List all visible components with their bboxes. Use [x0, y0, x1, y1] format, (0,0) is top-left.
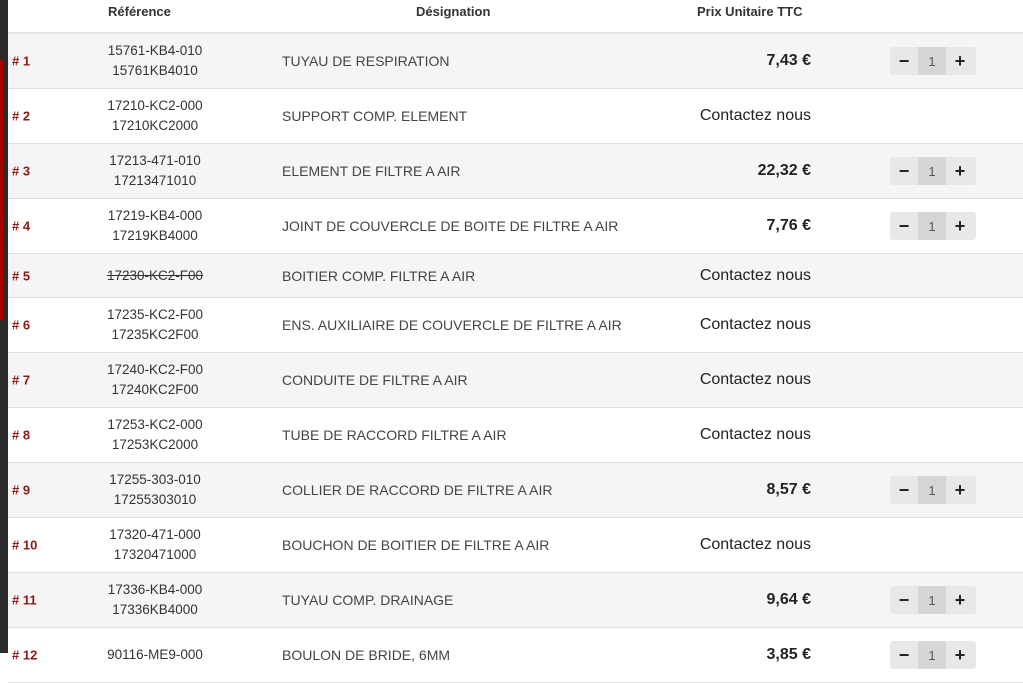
unit-price: 22,32 €: [757, 162, 811, 179]
quantity-value[interactable]: 1: [918, 641, 946, 669]
minus-icon[interactable]: −: [898, 644, 910, 665]
quantity-stepper: [890, 641, 976, 669]
row-designation: TUYAU DE RESPIRATION: [282, 53, 450, 69]
row-number: # 2: [12, 108, 31, 124]
reference-code: 17213-471-010: [109, 153, 201, 168]
contact-us-text: Contactez nous: [699, 371, 811, 388]
unit-price: 7,76 €: [766, 217, 811, 234]
unit-price: 9,64 €: [766, 591, 811, 608]
window-edge: [0, 0, 8, 653]
reference-code: 17210-KC2-000: [107, 98, 203, 113]
row-designation: CONDUITE DE FILTRE A AIR: [282, 372, 468, 388]
row-reference: [100, 266, 210, 286]
quantity-stepper: [890, 47, 976, 75]
plus-icon[interactable]: +: [954, 644, 966, 665]
reference-code-compact: 17255303010: [113, 492, 197, 507]
unit-price: 3,85 €: [766, 646, 811, 663]
parts-table: [8, 34, 1023, 683]
row-reference: [100, 305, 210, 345]
contact-us-text: Contactez nous: [699, 266, 811, 284]
reference-code: 17336-KB4-000: [107, 582, 203, 597]
contact-us-text: Contactez nous: [699, 107, 811, 124]
unit-price: 7,43 €: [766, 52, 811, 69]
table-row: [8, 573, 1023, 628]
plus-icon[interactable]: +: [954, 589, 966, 610]
table-row: [8, 463, 1023, 518]
plus-icon[interactable]: +: [954, 50, 966, 71]
header-designation: Désignation: [416, 4, 491, 19]
minus-icon[interactable]: −: [898, 589, 910, 610]
row-number: # 12: [12, 647, 38, 663]
row-reference: [100, 96, 210, 136]
row-reference: [100, 151, 210, 191]
quantity-stepper: [890, 476, 976, 504]
row-number: # 3: [12, 163, 31, 179]
row-number: # 8: [12, 427, 31, 443]
row-designation: ENS. AUXILIAIRE DE COUVERCLE DE FILTRE A AIR: [282, 317, 622, 333]
reference-code: 17235-KC2-F00: [106, 307, 204, 322]
row-number: # 10: [12, 537, 38, 553]
reference-code-compact: 17219KB4000: [112, 228, 198, 243]
row-number: # 1: [12, 53, 31, 69]
quantity-value[interactable]: 1: [918, 212, 946, 240]
minus-icon[interactable]: −: [898, 50, 910, 71]
table-row: [8, 408, 1023, 463]
row-designation: JOINT DE COUVERCLE DE BOITE DE FILTRE A AIR: [282, 218, 619, 234]
quantity-value[interactable]: 1: [918, 586, 946, 614]
row-number: # 7: [12, 372, 31, 388]
row-designation: COLLIER DE RACCORD DE FILTRE A AIR: [282, 482, 553, 498]
reference-code-compact: 17235KC2F00: [111, 327, 199, 342]
table-row: [8, 518, 1023, 573]
reference-code-compact: 17240KC2F00: [111, 382, 199, 397]
window-edge-accent: [0, 60, 3, 320]
reference-code: 15761-KB4-010: [107, 43, 203, 58]
row-reference: [100, 525, 210, 565]
row-number: # 9: [12, 482, 31, 498]
reference-code-compact: 17213471010: [113, 173, 197, 188]
table-row: [8, 353, 1023, 408]
row-number: # 11: [12, 592, 37, 608]
table-row: [8, 199, 1023, 254]
reference-code-compact: 15761KB4010: [112, 63, 198, 78]
row-designation: ELEMENT DE FILTRE A AIR: [282, 163, 461, 179]
table-row: [8, 34, 1023, 89]
quantity-stepper: [890, 212, 976, 240]
contact-us-text: Contactez nous: [699, 426, 811, 443]
row-reference: [100, 41, 210, 81]
header-reference: Référence: [108, 4, 171, 19]
plus-icon[interactable]: +: [954, 160, 966, 181]
reference-code-compact: 17336KB4000: [112, 602, 198, 617]
row-number: # 6: [12, 317, 31, 333]
row-number: # 5: [12, 268, 31, 283]
row-designation: BOITIER COMP. FILTRE A AIR: [282, 267, 476, 284]
row-designation: BOUCHON DE BOITIER DE FILTRE A AIR: [282, 537, 550, 553]
row-designation: TUBE DE RACCORD FILTRE A AIR: [282, 427, 507, 443]
minus-icon[interactable]: −: [898, 479, 910, 500]
plus-icon[interactable]: +: [954, 215, 966, 236]
contact-us-text: Contactez nous: [699, 536, 811, 553]
table-row: [8, 254, 1023, 298]
table-row: [8, 89, 1023, 144]
row-reference: [100, 415, 210, 455]
quantity-stepper: [890, 157, 976, 185]
table-row: [8, 628, 1023, 683]
unit-price: 8,57 €: [766, 481, 811, 498]
reference-code-compact: 17320471000: [113, 547, 197, 562]
reference-code: 90116-ME9-000: [107, 647, 203, 662]
reference-code: 17255-303-010: [109, 472, 201, 487]
quantity-value[interactable]: 1: [918, 157, 946, 185]
reference-code: 17320-471-000: [109, 527, 201, 542]
reference-code: 17230-KC2-F00: [106, 267, 204, 283]
row-designation: TUYAU COMP. DRAINAGE: [282, 592, 454, 608]
reference-code-compact: 17210KC2000: [111, 118, 199, 133]
quantity-stepper: [890, 586, 976, 614]
minus-icon[interactable]: −: [898, 215, 910, 236]
reference-code: 17240-KC2-F00: [106, 362, 204, 377]
reference-code-compact: 17253KC2000: [111, 437, 199, 452]
plus-icon[interactable]: +: [954, 479, 966, 500]
quantity-value[interactable]: 1: [918, 47, 946, 75]
contact-us-text: Contactez nous: [699, 316, 811, 333]
reference-code: 17219-KB4-000: [107, 208, 203, 223]
row-designation: BOULON DE BRIDE, 6MM: [282, 647, 451, 663]
table-header: [8, 0, 1023, 34]
row-designation: SUPPORT COMP. ELEMENT: [282, 108, 468, 124]
row-reference: [100, 580, 210, 620]
row-reference: [100, 206, 210, 246]
quantity-value[interactable]: 1: [918, 476, 946, 504]
table-row: [8, 298, 1023, 353]
row-reference: [100, 360, 210, 400]
minus-icon[interactable]: −: [898, 160, 910, 181]
row-number: # 4: [12, 218, 31, 234]
reference-code: 17253-KC2-000: [107, 417, 203, 432]
row-reference: [100, 645, 210, 665]
header-price: Prix Unitaire TTC: [697, 4, 803, 19]
table-row: [8, 144, 1023, 199]
row-reference: [100, 470, 210, 510]
